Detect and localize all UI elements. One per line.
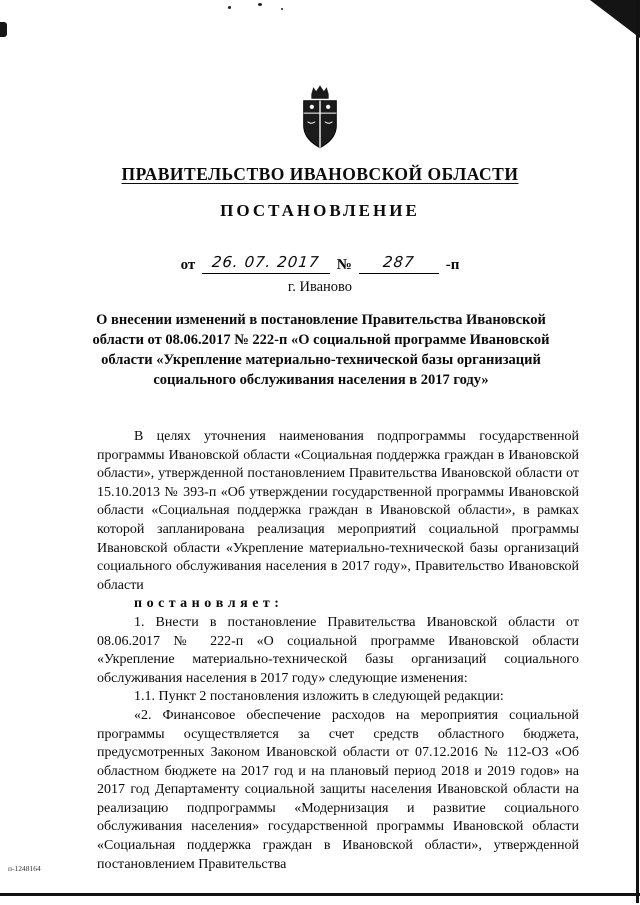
date-prefix-label: от bbox=[180, 257, 196, 273]
document-body bbox=[97, 428, 579, 874]
scan-artifact-top-right-corner bbox=[590, 0, 640, 38]
organization-title: ПРАВИТЕЛЬСТВО ИВАНОВСКОЙ ОБЛАСТИ bbox=[121, 164, 519, 184]
coat-of-arms-icon bbox=[0, 83, 640, 151]
document-type-heading: ПОСТАНОВЛЕНИЕ bbox=[220, 201, 420, 220]
print-order-code: п-1248164 bbox=[8, 864, 41, 873]
number-suffix-label: -п bbox=[445, 257, 460, 273]
scan-speck bbox=[281, 8, 283, 10]
resolves-line: п о с т а н о в л я е т : bbox=[134, 596, 280, 612]
number-blank bbox=[359, 253, 439, 274]
scan-artifact-left-mark bbox=[0, 22, 7, 37]
body-paragraph: 1.1. Пункт 2 постановления изложить в следующей редакции: bbox=[134, 689, 504, 705]
body-paragraph: 1. Внести в постановление Правительства Ивановской области от 08.06.2017 № 222-п «О социальной программе Ивановской области «Укрепление материально-технической базы организаций социального обслуживания населения в 2017 году» следующие изменения: bbox=[97, 614, 579, 686]
date-blank bbox=[202, 253, 329, 274]
document-title: О внесении изменений в постановление Правительства Ивановской области от 08.06.2017 № 222-п «О социальной программе Ивановской области «Укрепление материально-технической базы организаций социального обслуживания населения в 2017 году» bbox=[92, 312, 550, 388]
body-paragraph: В целях уточнения наименования подпрограммы государственной программы Ивановской области «Социальная поддержка граждан в Ивановской области», утвержденной постановлением Правительства Ивановской области от 15.10.2013 № 393-п «Об утверждении государственной программы Ивановской области «Социальная поддержка граждан в Ивановской области», в рамках которой запланирована реализация мероприятий социальной программы Ивановской области «Укрепление материально-технической базы организаций социального обслуживания населения в 2017 году», Правительство Ивановской области bbox=[97, 429, 579, 593]
date-number-line bbox=[0, 253, 640, 274]
scan-artifact-bottom-edge bbox=[0, 893, 640, 896]
handwritten-number: 287 bbox=[381, 253, 416, 271]
body-paragraph: «2. Финансовое обеспечение расходов на мероприятия социальной программы осуществляется за счет средств областного бюджета, предусмотренных Законом Ивановской области от 07.12.2016 № 112-ОЗ «Об областном бюджете на 2017 год и на плановый период 2018 и 2019 годов» на 2017 год Департаменту социальной защиты населения Ивановской области на реализацию подпрограммы «Модернизация и развитие социального обслуживания населения» государственной программы Ивановской области «Социальная поддержка граждан в Ивановской области», утвержденной постановлением Правительства bbox=[97, 707, 579, 872]
city-label: г. Иваново bbox=[287, 279, 353, 295]
number-sign-label: № bbox=[336, 257, 352, 273]
handwritten-date: 26. 07. 2017 bbox=[211, 253, 321, 271]
scan-speck bbox=[258, 3, 262, 6]
scan-speck bbox=[228, 6, 231, 9]
